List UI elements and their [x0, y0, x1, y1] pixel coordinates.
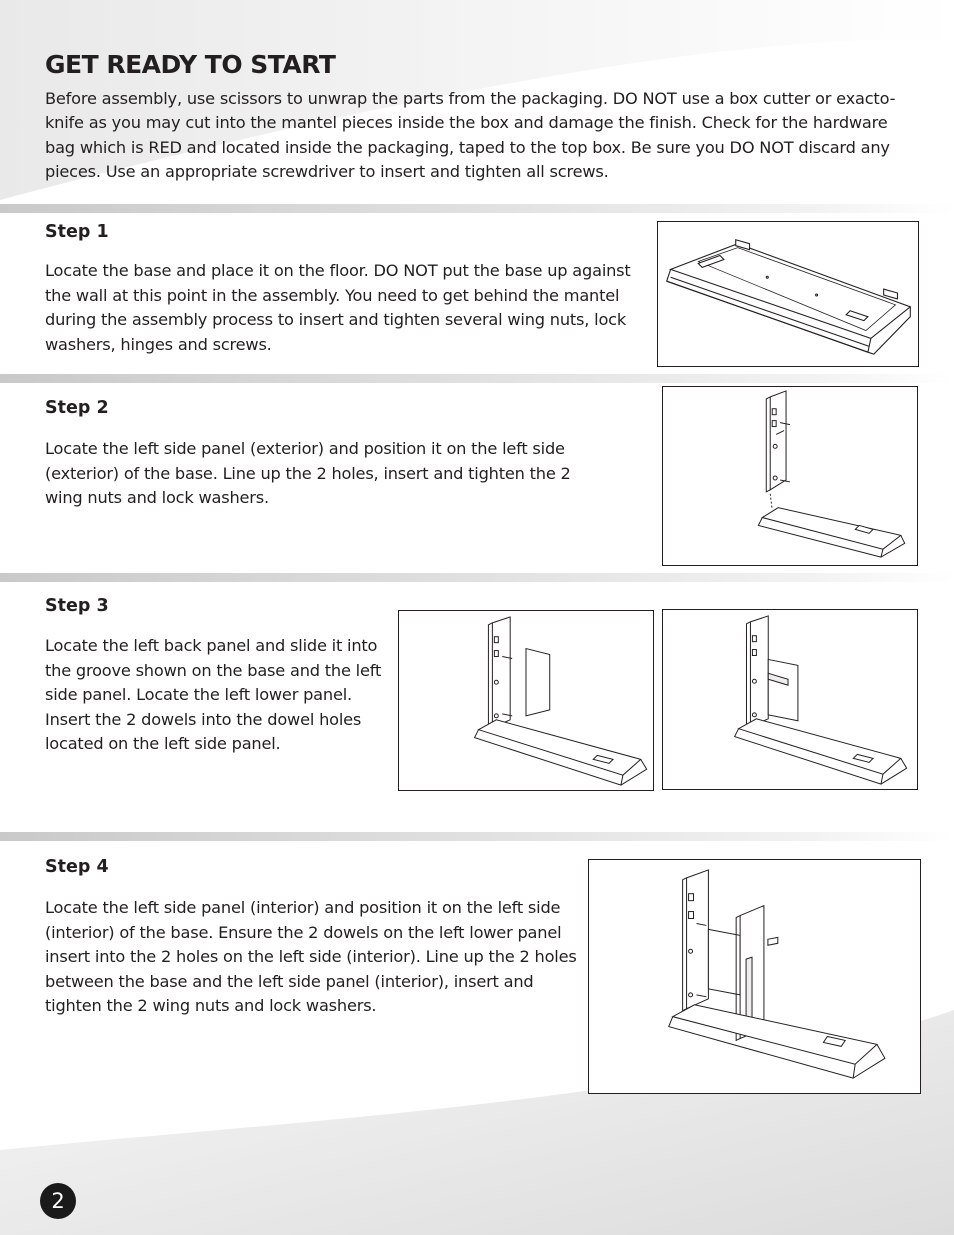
section-divider	[0, 573, 954, 582]
page-title: GET READY TO START	[45, 50, 336, 79]
step-4-heading: Step 4	[45, 857, 109, 877]
step-3-illustration-b	[662, 609, 918, 790]
intro-paragraph: Before assembly, use scissors to unwrap the parts from the packaging. DO NOT use a box cutter or exacto-knife as you may cut into the mantel pieces inside the box and damage the finish. Check for the hardware bag which is RED and located inside the packaging, taped to the top box. Be sure you DO NOT discard any pieces. Use an appropriate screwdriver to insert and tighten all screws.	[45, 89, 896, 182]
step-2-illustration	[662, 386, 918, 566]
section-divider	[0, 374, 954, 383]
page-number-badge: 2	[40, 1183, 76, 1219]
section-divider	[0, 832, 954, 841]
step-4-text: Locate the left side panel (interior) and position it on the left side (interior) of the base. Ensure the 2 dowels on the left lower panel insert into the 2 holes on the left side (interior). Line up the 2 holes between the base and the left side panel (interior), insert and tighten the 2 wing nuts and lock washers.	[45, 898, 577, 1015]
step-1-illustration	[657, 221, 919, 367]
step-2-heading: Step 2	[45, 398, 109, 418]
step-1-text: Locate the base and place it on the floor. DO NOT put the base up against the wall at this point in the assembly. You need to get behind the mantel during the assembly process to insert and tighten several wing nuts, lock washers, hinges and screws.	[45, 261, 631, 354]
step-3-text: Locate the left back panel and slide it into the groove shown on the base and the left side panel. Locate the left lower panel. Insert the 2 dowels into the dowel holes located on the left side panel.	[45, 636, 382, 753]
section-divider	[0, 204, 954, 213]
step-3-illustration-a	[398, 610, 654, 791]
step-4-illustration	[588, 859, 921, 1094]
step-2-text: Locate the left side panel (exterior) and position it on the left side (exterior) of the base. Line up the 2 holes, insert and tighten the 2 wing nuts and lock washers.	[45, 439, 571, 507]
step-1-heading: Step 1	[45, 222, 109, 242]
step-3-heading: Step 3	[45, 596, 109, 616]
